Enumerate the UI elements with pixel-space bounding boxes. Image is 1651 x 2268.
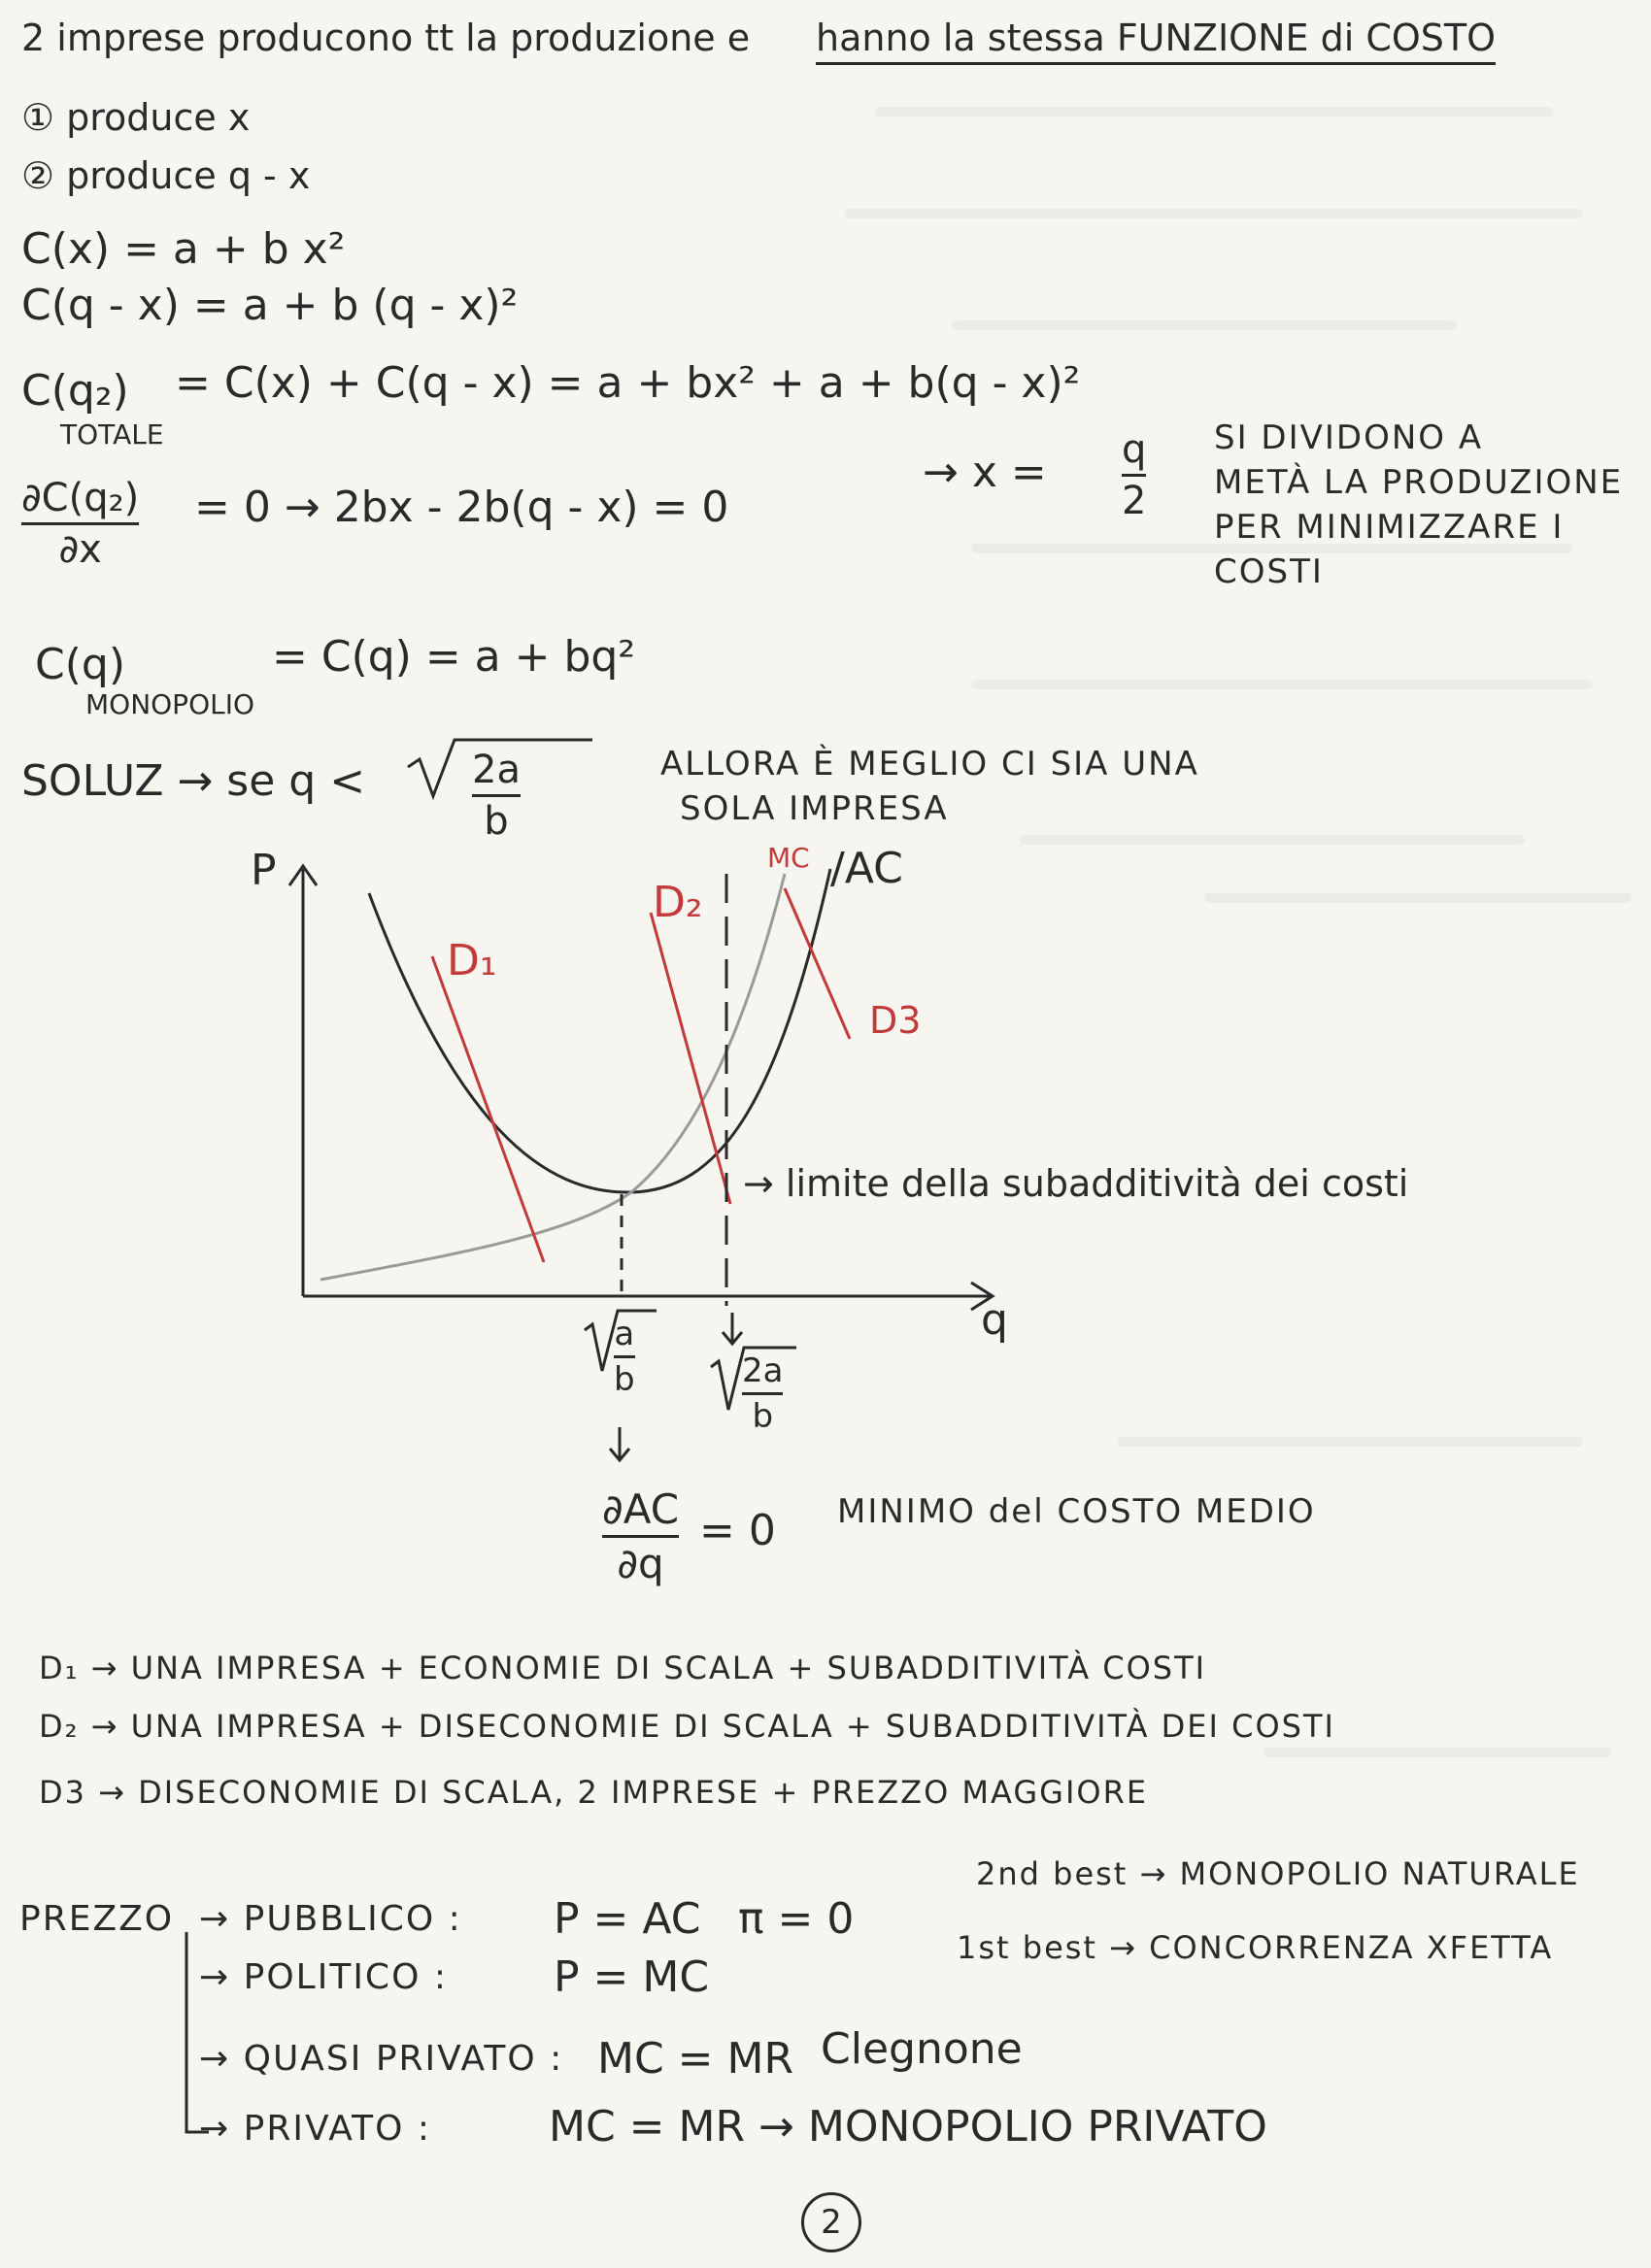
sqrt-sign [408, 740, 592, 796]
header-underlined: hanno la stessa FUNZIONE di COSTO [816, 17, 1496, 65]
demand-curve-d3 [785, 888, 850, 1039]
down-arrow-icon [610, 1427, 629, 1460]
price-private-formula: MC = MR → MONOPOLIO PRIVATO [549, 2102, 1267, 2151]
total-cost-rhs: = C(x) + C(q - x) = a + bx² + a + b(q - x)² [175, 358, 1081, 408]
firm-1-line: ① produce x [21, 96, 251, 139]
monopoly-lhs: C(q) [35, 640, 125, 689]
x-axis-label: q [981, 1295, 1008, 1345]
tick-denominator: b [752, 1397, 774, 1436]
label-ac: /AC [830, 844, 903, 893]
monopoly-rhs: = C(q) = a + bq² [272, 632, 635, 682]
subadditivity-limit-note: → limite della subadditività dei costi [743, 1162, 1409, 1205]
price-private: → PRIVATO : [199, 2109, 432, 2149]
min-average-cost-note: MINIMO del COSTO MEDIO [837, 1492, 1316, 1531]
derivative-denominator: ∂x [58, 527, 102, 572]
label-d1: D₁ [447, 936, 497, 985]
marginal-cost-curve [320, 874, 785, 1280]
average-cost-curve [369, 869, 830, 1192]
price-political-label: POLITICO : [243, 1957, 448, 1997]
price-public-profit: π = 0 [738, 1894, 855, 1944]
case-d3: D3 → DISECONOMIE DI SCALA, 2 IMPRESE + PREZZO MAGGIORE [39, 1774, 1149, 1811]
firm-2-line: ② produce q - x [21, 154, 311, 197]
result-lhs: → x = [923, 448, 1047, 497]
price-private-label: PRIVATO : [243, 2109, 432, 2149]
y-axis-label: P [251, 846, 277, 895]
price-political: → POLITICO : [199, 1957, 448, 1997]
total-cost-lhs: C(q₂) [21, 366, 129, 416]
tick-numerator: a [614, 1315, 635, 1353]
second-best-note: 2nd best → MONOPOLIO NATURALE [976, 1855, 1580, 1892]
demand-curve-d1 [432, 956, 544, 1262]
down-arrow-icon [723, 1313, 742, 1344]
derivative-numerator: ∂C(q₂) [21, 476, 140, 520]
price-quasi-private: → QUASI PRIVATO : [199, 2039, 564, 2079]
case-d1: D₁ → UNA IMPRESA + ECONOMIE DI SCALA + SUBADDITIVITÀ COSTI [39, 1650, 1207, 1686]
price-quasi-private-formula: MC = MR [597, 2034, 794, 2084]
result-note-2: METÀ LA PRODUZIONE [1214, 463, 1624, 502]
tick-sqrt-a-b [614, 1315, 635, 1399]
result-numerator: q [1122, 427, 1147, 472]
price-public-formula: P = AC [554, 1894, 701, 1944]
fraction-bar [614, 1355, 635, 1358]
derivative-rhs: = 0 → 2bx - 2b(q - x) = 0 [194, 483, 729, 532]
min-average-cost-rhs: = 0 [699, 1506, 776, 1555]
price-quasi-private-extra: Clegnone [821, 2024, 1023, 2074]
label-d2: D₂ [653, 878, 703, 927]
header-intro: 2 imprese producono tt la produzione e [21, 17, 751, 59]
fraction-bar [602, 1535, 679, 1538]
price-public-label: PUBBLICO : [243, 1899, 462, 1939]
total-cost-subscript: TOTALE [60, 418, 164, 450]
result-denominator: 2 [1122, 479, 1147, 523]
cost-function-q-minus-x: C(q - x) = a + b (q - x)² [21, 281, 519, 330]
min-numerator: ∂AC [602, 1485, 680, 1533]
solution-numerator: 2a [472, 748, 521, 792]
page-number: 2 [801, 2192, 861, 2252]
price-quasi-private-label: QUASI PRIVATO : [243, 2039, 564, 2079]
fraction-bar [742, 1392, 783, 1395]
case-d2: D₂ → UNA IMPRESA + DISECONOMIE DI SCALA + SUBADDITIVITÀ DEI COSTI [39, 1708, 1335, 1745]
result-note-3: PER MINIMIZZARE I [1214, 508, 1565, 547]
price-political-formula: P = MC [554, 1952, 710, 2002]
cost-function-x: C(x) = a + b x² [21, 224, 346, 274]
solution-denominator: b [484, 799, 509, 844]
result-note-4: COSTI [1214, 552, 1324, 591]
price-public: → PUBBLICO : [199, 1899, 462, 1939]
label-mc: MC [767, 842, 810, 874]
solution-note-1: ALLORA È MEGLIO CI SIA UNA [660, 745, 1199, 784]
min-average-cost-fraction [602, 1485, 679, 1587]
tick-denominator: b [614, 1360, 635, 1399]
min-denominator: ∂q [617, 1540, 664, 1587]
tick-sqrt-2a-b [742, 1351, 783, 1436]
monopoly-subscript: MONOPOLIO [85, 688, 255, 720]
price-root: PREZZO [19, 1899, 175, 1939]
label-d3: D3 [869, 999, 922, 1042]
result-note-1: SI DIVIDONO A [1214, 418, 1484, 457]
solution-lhs: SOLUZ → se q < [21, 756, 366, 806]
tick-numerator: 2a [742, 1351, 784, 1390]
first-best-note: 1st best → CONCORRENZA XFETTA [957, 1929, 1554, 1966]
solution-note-2: SOLA IMPRESA [680, 789, 949, 828]
